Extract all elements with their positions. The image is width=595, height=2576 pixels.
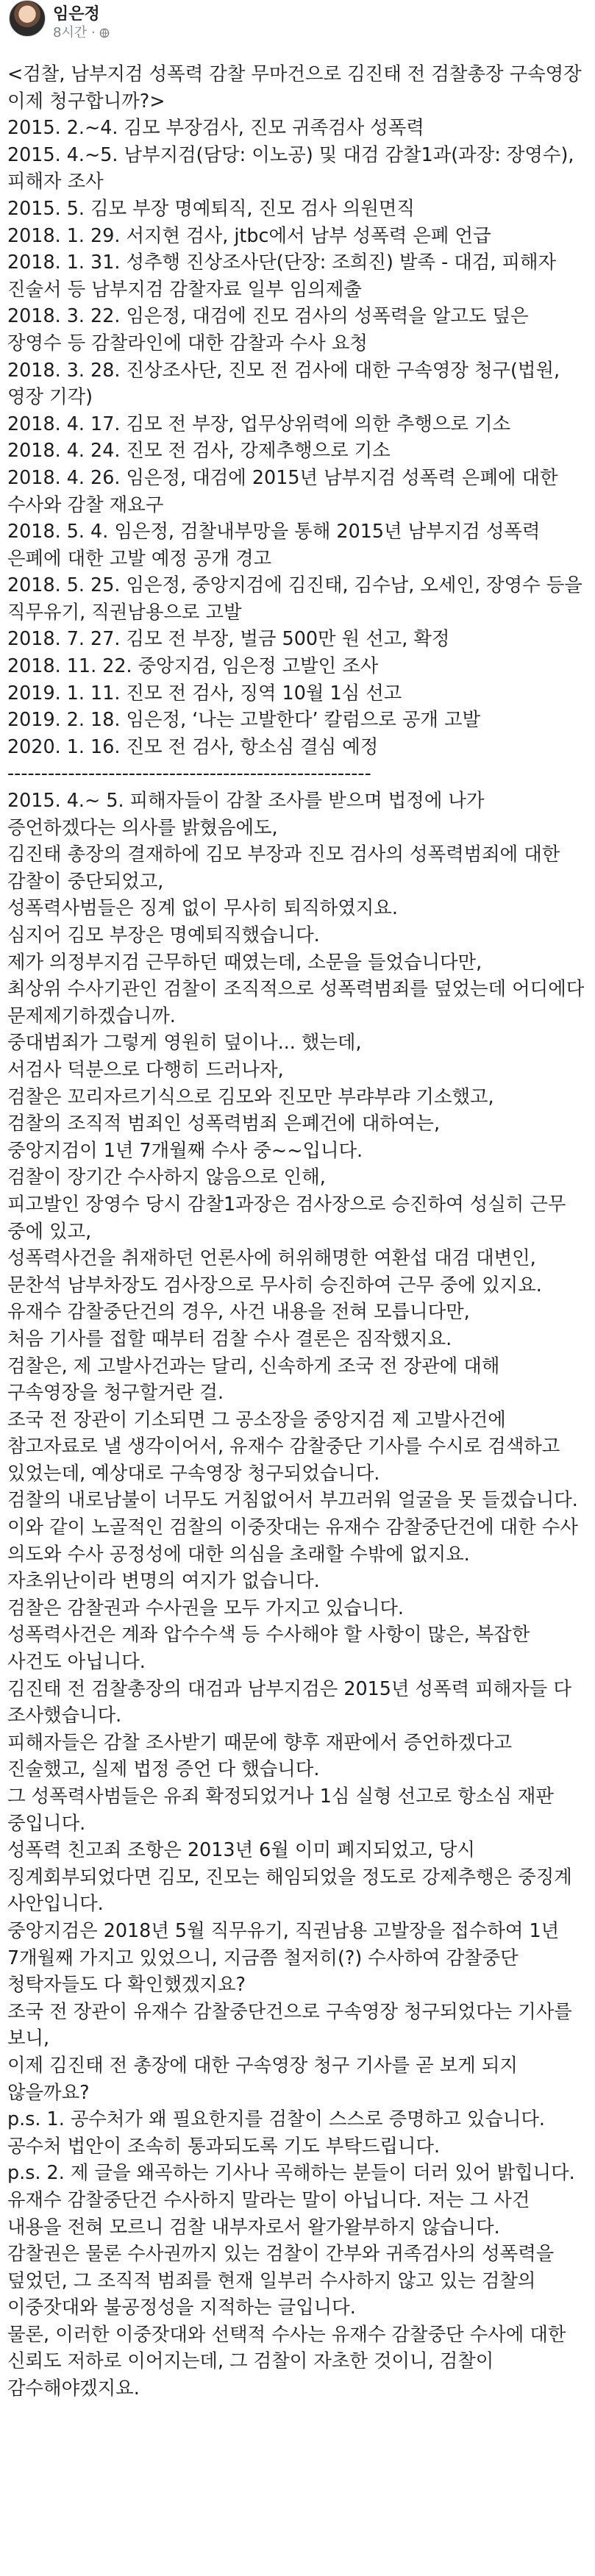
avatar[interactable]: [9, 0, 46, 37]
post-time[interactable]: 8시간: [53, 25, 88, 40]
post-body: <검찰, 남부지검 성폭력 감찰 무마건으로 김진태 전 검찰총장 구속영장 이제 청구합니까?> 2015. 2.~4. 김모 부장검사, 진모 귀족검사 성폭력 2015. 4.~5. 남부지검(담당: 이노공) 및 대검 감찰1과(과장: 장영수), 피해자 조사 2015. 5. 김모 부장 명예퇴직, 진모 검사 의원면직 2018. 1. 29. 서지현 검사, jtbc에서 남부 성폭력 은폐 언급 2018. 1. 31. 성추행 진상조사단(단장: 조희진) 발족 - 대검, 피해자 진술서 등 남부지검 감찰자료 일부 임의제출 2018. 3. 22. 임은정, 대검에 진모 검사의 성폭력을 알고도 덮은 장영수 등 감찰라인에 대한 감찰과 수사 요청 2018. 3. 28. 진상조사단, 진모 전 검사에 대한 구속영장 청구(법원, 영장 기각) 2018. 4. 17. 김모 전 부장, 업무상위력에 의한 추행으로 기소 2018. 4. 24. 진모 전 검사, 강제추행으로 기소 2018. 4. 26. 임은정, 대검에 2015년 남부지검 성폭력 은폐에 대한 수사와 감찰 재요구 2018. 5. 4. 임은정, 검찰내부망을 통해 2015년 남부지검 성폭력 은폐에 대한 고발 예정 공개 경고 2018. 5. 25. 임은정, 중앙지검에 김진태, 김수남, 오세인, 장영수 등을 직무유기, 직권남용으로 고발 2018. 7. 27. 김모 전 부장, 벌금 500만 원 선고, 확정 2018. 11. 22. 중앙지검, 임은정 고발인 조사 2019. 1. 11. 진모 전 검사, 징역 10월 1심 선고 2019. 2. 18. 임은정, ‘나는 고발한다’ 칼럼으로 공개 고발 2020. 1. 16. 진모 전 검사, 항소심 결심 예정 ------------------------------------------------------ 2015. 4.~ 5. 피해자들이 감찰 조사를 받으며 법정에 나가 증언하겠다는 의사를 밝혔음에도, 김진태 총장의 결재하에 김모 부장과 진모 검사의 성폭력범죄에 대한 감찰이 중단되었고, 성폭력사범들은 징계 없이 무사히 퇴직하였지요. 심지어 김모 부장은 명예퇴직했습니다. 제가 의정부지검 근무하던 때였는데, 소문을 들었습니다만, 최상위 수사기관인 검찰이 조직적으로 성폭력범죄를 덮었는데 어디에다 문제제기하겠습니까. 중대범죄가 그렇게 영원히 덮이나... 했는데, 서검사 덕분으로 다행히 드러나자, 검찰은 꼬리자르기식으로 김모와 진모만 부랴부랴 기소했고, 검찰의 조직적 범죄인 성폭력범죄 은폐건에 대하여는, 중앙지검이 1년 7개월째 수사 중~~입니다. 검찰이 장기간 수사하지 않음으로 인해, 피고발인 장영수 당시 감찰1과장은 검사장으로 승진하여 성실히 근무 중에 있고, 성폭력사건을 취재하던 언론사에 허위해명한 여환섭 대검 대변인, 문찬석 남부차장도 검사장으로 무사히 승진하여 근무 중에 있지요. 유재수 감찰중단건의 경우, 사건 내용을 전혀 모릅니다만, 처음 기사를 접할 때부터 검찰 수사 결론은 짐작했지요. 검찰은, 제 고발사건과는 달리, 신속하게 조국 전 장관에 대해 구속영장을 청구할거란 걸. 조국 전 장관이 기소되면 그 공소장을 중앙지검 제 고발사건에 참고자료로 낼 생각이어서, 유재수 감찰중단 기사를 수시로 검색하고 있었는데, 예상대로 구속영장 청구되었습니다. 검찰의 내로남불이 너무도 거침없어서 부끄러워 얼굴을 못 들겠습니다. 이와 같이 노골적인 검찰의 이중잣대는 유재수 감찰중단건에 대한 수사 의도와 수사 공정성에 대한 의심을 초래할 수밖에 없지요. 자초위난이라 변명의 여지가 없습니다. 검찰은 감찰권과 수사권을 모두 가지고 있습니다. 성폭력사건은 계좌 압수수색 등 수사해야 할 사항이 많은, 복잡한 사건도 아닙니다. 김진태 전 검찰총장의 대검과 남부지검은 2015년 성폭력 피해자들 다 조사했습니다. 피해자들은 감찰 조사받기 때문에 향후 재판에서 증언하겠다고 진술했고, 실제 법정 증언 다 했습니다. 그 성폭력사범들은 유죄 확정되었거나 1심 실형 선고로 항소심 재판 중입니다. 성폭력 친고죄 조항은 2013년 6월 이미 폐지되었고, 당시 징계회부되었다면 김모, 진모는 해임되었을 정도로 강제추행은 중징계 사안입니다. 중앙지검은 2018년 5월 직무유기, 직권남용 고발장을 접수하여 1년 7개월째 가지고 있었으니, 지금쯤 철저히(?) 수사하여 감찰중단 청탁자들도 다 확인했겠지요? 조국 전 장관이 유재수 감찰중단건으로 구속영장 청구되었다는 기사를 보니, 이제 김진태 전 총장에 대한 구속영장 청구 기사를 곧 보게 되지 않을까요? p.s. 1. 공수처가 왜 필요한지를 검찰이 스스로 증명하고 있습니다. 공수처 법안이 조속히 통과되도록 기도 부탁드립니다. p.s. 2. 제 글을 왜곡하는 기사나 곡해하는 분들이 더러 있어 밝힙니다. 유재수 감찰중단건 수사하지 말라는 말이 아닙니다. 저는 그 사건 내용을 전혀 모르니 검찰 내부자로서 왈가왈부하지 않습니다. 감찰권은 물론 수사권까지 있는 검찰이 간부와 귀족검사의 성폭력을 덮었던, 그 조직적 범죄를 현재 일부러 수사하지 않고 있는 검찰의 이중잣대와 불공정성을 지적하는 글입니다. 물론, 이러한 이중잣대와 선택적 수사는 유재수 감찰중단 수사에 대한 신뢰도 저하로 이어지는데, 그 검찰이 자초한 것이니, 검찰이 감수해야겠지요.: [7, 63, 585, 2400]
post-meta: [53, 22, 110, 41]
meta-separator: ·: [90, 25, 100, 40]
author-name[interactable]: 임은정: [53, 5, 100, 24]
post-header: [9, 0, 586, 44]
globe-icon: [99, 25, 110, 40]
